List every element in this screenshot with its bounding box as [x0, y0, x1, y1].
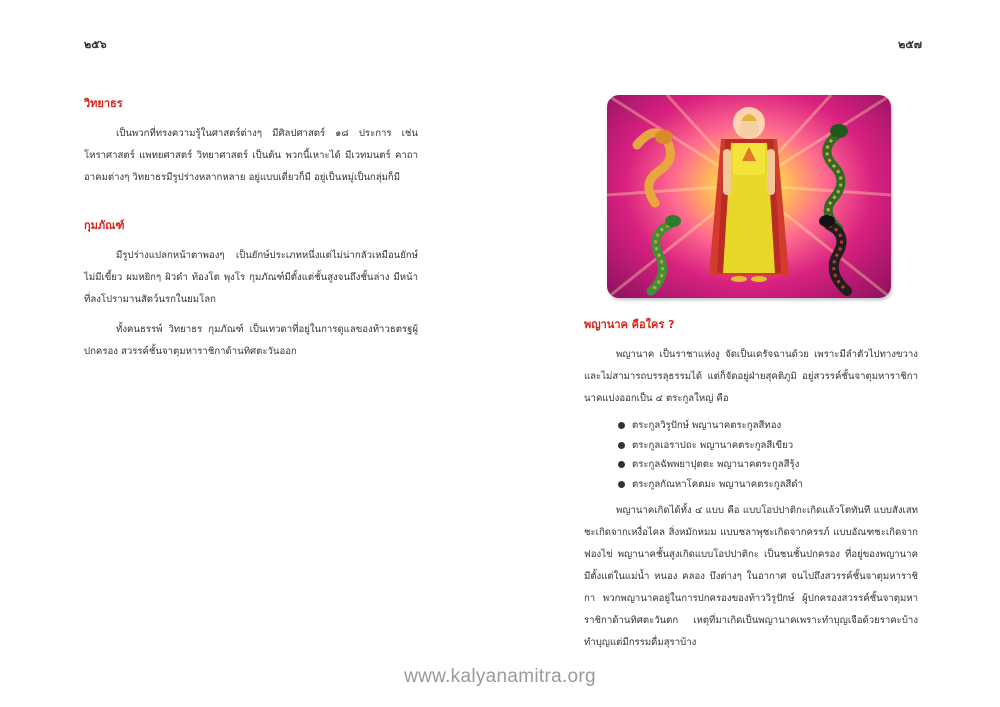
vidyadhara-paragraph: เป็นพวกที่ทรงความรู้ในศาสตร์ต่างๆ มีศิลปศาสตร์ ๑๘ ประการ เช่น โหราศาสตร์ แพทยศาสตร์ วิทยาศาสตร์ เป็นต้น พวกนี้เหาะได้ มีเวทมนตร์ คาถาอาคมต่างๆ วิทยาธรมีรูปร่างหลากหลาย อยู่แบบเดี่ยวก็มี อยู่เป็นหมู่เป็นกลุ่มก็มี: [84, 128, 418, 183]
footer-website: www.kalyanamitra.org: [404, 666, 596, 687]
naga-clans-list: [584, 416, 918, 494]
kumbhanda-paragraph-1: มีรูปร่างแปลกหน้าตาพองๆ เป็นยักษ์ประเภทหนึ่งแต่ไม่น่ากลัวเหมือนยักษ์ ไม่มีเขี้ยว ผมหยิกๆ ผิวดำ ท้องโต พุงโร กุมภัณฑ์มีตั้งแต่ชั้นสูงจนถึงชั้นล่าง มีหน้าที่ลงโปรามานสัตว์นรกในยมโลก: [84, 250, 418, 305]
list-item: ตระกูลวิรูปักษ์ พญานาคตระกูลสีทอง: [618, 416, 918, 436]
naga-paragraph-2: พญานาคเกิดได้ทั้ง ๔ แบบ คือ แบบโอปปาติกะเกิดแล้วโตทันที แบบสังเสทชะเกิดจากเหงื่อไคล สิ่งหมักหมม แบบชลาพุชะเกิดจากครรภ์ แบบอัณฑชะเกิดจากฟองไข่ พญานาคชั้นสูงเกิดแบบโอปปาติกะ เป็นชนชั้นปกครอง ที่อยู่ของพญานาคมีตั้งแต่ในแม่น้ำ หนอง คลอง บึงต่างๆ ในอากาศ จนไปถึงสวรรค์ชั้นจาตุมหาราชิกา พวกพญานาคอยู่ในการปกครองของท้าววิรูปักษ์ ผู้ปกครองสวรรค์ชั้นจาตุมหาราชิกาด้านทิศตะวันตก เหตุที่มาเกิดเป็นพญานาคเพราะทำบุญเจือด้วยราคะบ้าง ทำบุญแต่มีกรรมดื่มสุราบ้าง: [584, 505, 918, 648]
list-item: ตระกูลฉัพพยาปุตตะ พญานาคตระกูลสีรุ้ง: [618, 455, 918, 475]
list-item: ตระกูลเอราปถะ พญานาคตระกูลสีเขียว: [618, 436, 918, 456]
right-page-number: ๒๕๗: [898, 38, 922, 51]
bullet-icon: [618, 461, 625, 468]
naga-illustration-drawing: [607, 95, 891, 298]
list-item: ตระกูลกัณหาโคตมะ พญานาคตระกูลสีดำ: [618, 475, 918, 495]
naga-king-illustration: [607, 95, 891, 298]
bullet-icon: [618, 422, 625, 429]
vidyadhara-heading: วิทยาธร: [84, 97, 123, 110]
kumbhanda-heading: กุมภัณฑ์: [84, 219, 125, 232]
kumbhanda-paragraph-2: ทั้งคนธรรพ์ วิทยาธร กุมภัณฑ์ เป็นเทวดาที่อยู่ในการดูแลของท้าวธตรฐผู้ปกครอง สวรรค์ชั้นจาตุมหาราชิกาด้านทิศตะวันออก: [84, 324, 418, 357]
bullet-icon: [618, 442, 625, 449]
naga-paragraph-1: พญานาค เป็นราชาแห่งงู จัดเป็นเดรัจฉานด้วย เพราะมีลำตัวไปทางขวาง และไม่สามารถบรรลุธรรมได้ แต่ก็จัดอยู่ฝ่ายสุคติภูมิ อยู่สวรรค์ชั้นจาตุมหาราชิกา นาคแบ่งออกเป็น ๔ ตระกูลใหญ่ คือ: [584, 349, 918, 404]
naga-heading: พญานาค คือใคร ?: [584, 318, 675, 331]
left-page-column: [84, 93, 418, 363]
bullet-icon: [618, 481, 625, 488]
left-page-number: ๒๕๖: [84, 38, 107, 51]
right-page-column: [584, 314, 918, 654]
